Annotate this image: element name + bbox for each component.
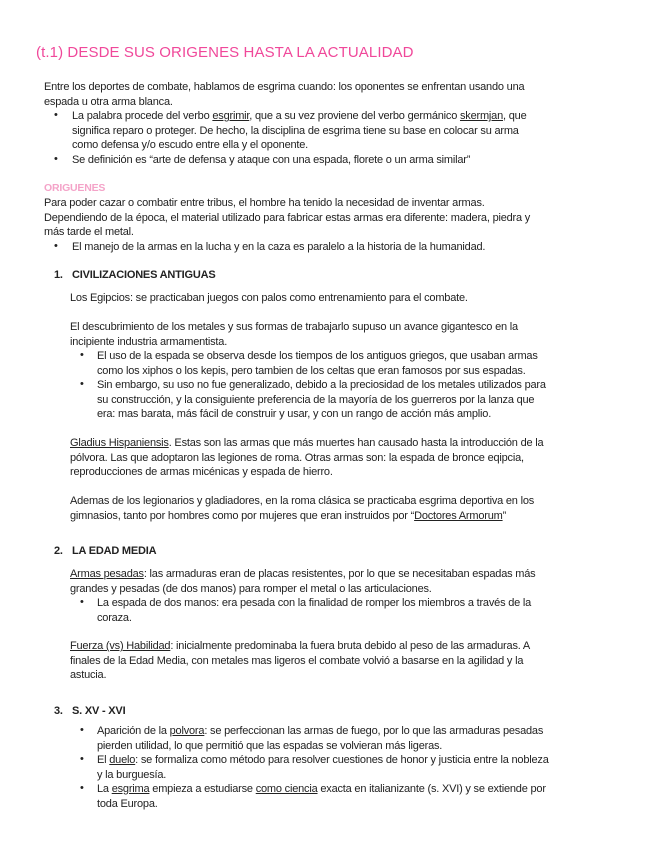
- origenes-line: Para poder cazar o combatir entre tribus, el hombre ha tenido la necesidad de inventar armas.: [44, 197, 485, 209]
- s3-bullet-line: toda Europa.: [97, 797, 158, 810]
- s1-line: Gladius Hispaniensis. Estas son las armas que más muertes han causado hasta la introducción de la: [70, 437, 544, 449]
- term-polvora: polvora: [169, 725, 205, 737]
- word-esgrimir: esgrimir: [212, 110, 250, 122]
- intro-bullet-line: Se definición es “arte de defensa y ataque con una espada, florete o un arma similar”: [72, 154, 471, 166]
- s1-line: reproducciones de armas micénicas y espada de hierro.: [70, 466, 333, 478]
- term-esgrima: esgrima: [111, 783, 150, 795]
- intro-bullet-line: La palabra procede del verbo esgrimir, que a su vez proviene del verbo germánico skermjan, que: [72, 110, 527, 122]
- bullet-dot: •: [80, 596, 84, 608]
- s1-line: pólvora. Las que adoptaron las legiones de roma. Otras armas son: la espada de bronce eqipcia,: [70, 451, 524, 464]
- s1-line: gimnasios, tanto por hombres como por mujeres que eran instruidos por “Doctores Armorum”: [70, 509, 507, 522]
- s3-bullet-line: El duelo: se formaliza como método para resolver cuestiones de honor y justicia entre la nobleza: [97, 754, 549, 766]
- s1-bullet-line: como los xiphos o los kepis, pero tambien de los celtas que eran famosos por sus espadas.: [97, 364, 526, 377]
- bullet-dot: •: [54, 153, 58, 165]
- s2-line: grandes y pesadas (de dos manos) para romper el metal o las articulaciones.: [70, 582, 432, 595]
- s3-bullet-line: Aparición de la polvora: se perfeccionan las armas de fuego, por lo que las armaduras pesadas: [97, 725, 544, 737]
- section-number: 3.: [54, 705, 63, 717]
- term-como-ciencia: como ciencia: [255, 783, 318, 795]
- origenes-line: Dependiendo de la época, el material utilizado para fabricar estas armas era diferente: madera, piedra y: [44, 211, 531, 224]
- s1-bullet-line: era: mas barata, más fácil de construir y usar, y con un rango de acción más amplio.: [97, 408, 492, 420]
- s2-bullet-line: coraza.: [97, 611, 132, 624]
- section-heading: LA EDAD MEDIA: [72, 545, 157, 557]
- s1-line: Los Egipcios: se practicaban juegos con palos como entrenamiento para el combate.: [70, 292, 468, 304]
- section-number: 1.: [54, 269, 63, 281]
- section-heading: S. XV - XVI: [72, 705, 126, 717]
- s3-bullet-line: pierden utilidad, lo que permitió que las espadas se volvieran más ligeras.: [97, 739, 443, 752]
- s1-line: incipiente industria armamentista.: [70, 335, 228, 348]
- bullet-dot: •: [80, 753, 84, 765]
- s2-line: Fuerza (vs) Habilidad: inicialmente predominaba la fuera bruta debido al peso de las armaduras. A: [70, 640, 530, 652]
- bullet-dot: •: [54, 240, 58, 252]
- term-fuerza-habilidad: Fuerza (vs) Habilidad: [70, 640, 171, 652]
- s2-line: astucia.: [70, 669, 107, 681]
- bullet-dot: •: [80, 782, 84, 794]
- bullet-dot: •: [54, 109, 58, 121]
- s3-bullet-line: La esgrima empieza a estudiarse como ciencia exacta en italianizante (s. XVI) y se extiende por: [97, 783, 546, 795]
- s1-bullet-line: El uso de la espada se observa desde los tiempos de los antiguos griegos, que usaban armas: [97, 350, 538, 362]
- intro-bullet-line: significa reparo o proteger. De hecho, la disciplina de esgrima tiene su base en colocar su arma: [72, 124, 519, 137]
- section-number: 2.: [54, 545, 63, 557]
- intro-bullet-line: como defensa y/o escudo entre ella y el oponente.: [72, 139, 309, 151]
- bullet-dot: •: [80, 378, 84, 390]
- origenes-line: más tarde el metal.: [44, 226, 134, 238]
- page-title: (t.1) DESDE SUS ORIGENES HASTA LA ACTUALIDAD: [36, 44, 414, 61]
- origenes-heading: ORIGUENES: [44, 182, 106, 194]
- s2-bullet-line: La espada de dos manos: era pesada con la finalidad de romper los miembros a través de la: [97, 597, 532, 609]
- term-doctores-armorum: Doctores Armorum: [414, 509, 503, 522]
- origenes-bullet-line: El manejo de la armas en la lucha y en la caza es paralelo a la historia de la humanidad.: [72, 241, 486, 253]
- term-gladius: Gladius Hispaniensis: [70, 437, 169, 449]
- s1-line: El descubrimiento de los metales y sus formas de trabajarlo supuso un avance gigantesco en la: [70, 321, 518, 333]
- word-skermjan: skermjan: [459, 110, 504, 122]
- bullet-dot: •: [80, 349, 84, 361]
- s1-bullet-line: Sin embargo, su uso no fue generalizado, debido a la preciosidad de los metales utilizados para: [97, 379, 546, 391]
- s2-line: finales de la Edad Media, con metales mas ligeros el combate volvió a basarse en la agilidad y la: [70, 654, 524, 667]
- s2-line: Armas pesadas: las armaduras eran de placas resistentes, por lo que se necesitaban espadas más: [70, 568, 536, 580]
- term-duelo: duelo: [109, 754, 136, 766]
- intro-line: Entre los deportes de combate, hablamos de esgrima cuando: los oponentes se enfrentan usando una: [44, 81, 525, 93]
- term-armas-pesadas: Armas pesadas: [70, 568, 144, 580]
- section-heading: CIVILIZACIONES ANTIGUAS: [72, 269, 216, 281]
- s1-line: Ademas de los legionarios y gladiadores, en la roma clásica se practicaba esgrima deportiva en los: [70, 495, 535, 507]
- bullet-dot: •: [80, 724, 84, 736]
- s3-bullet-line: y la burguesía.: [97, 768, 167, 781]
- intro-line: espada u otra arma blanca.: [44, 95, 173, 108]
- s1-bullet-line: su construcción, y la consiguiente preferencia de la mayoría de los guerreros por la lanza que: [97, 393, 535, 406]
